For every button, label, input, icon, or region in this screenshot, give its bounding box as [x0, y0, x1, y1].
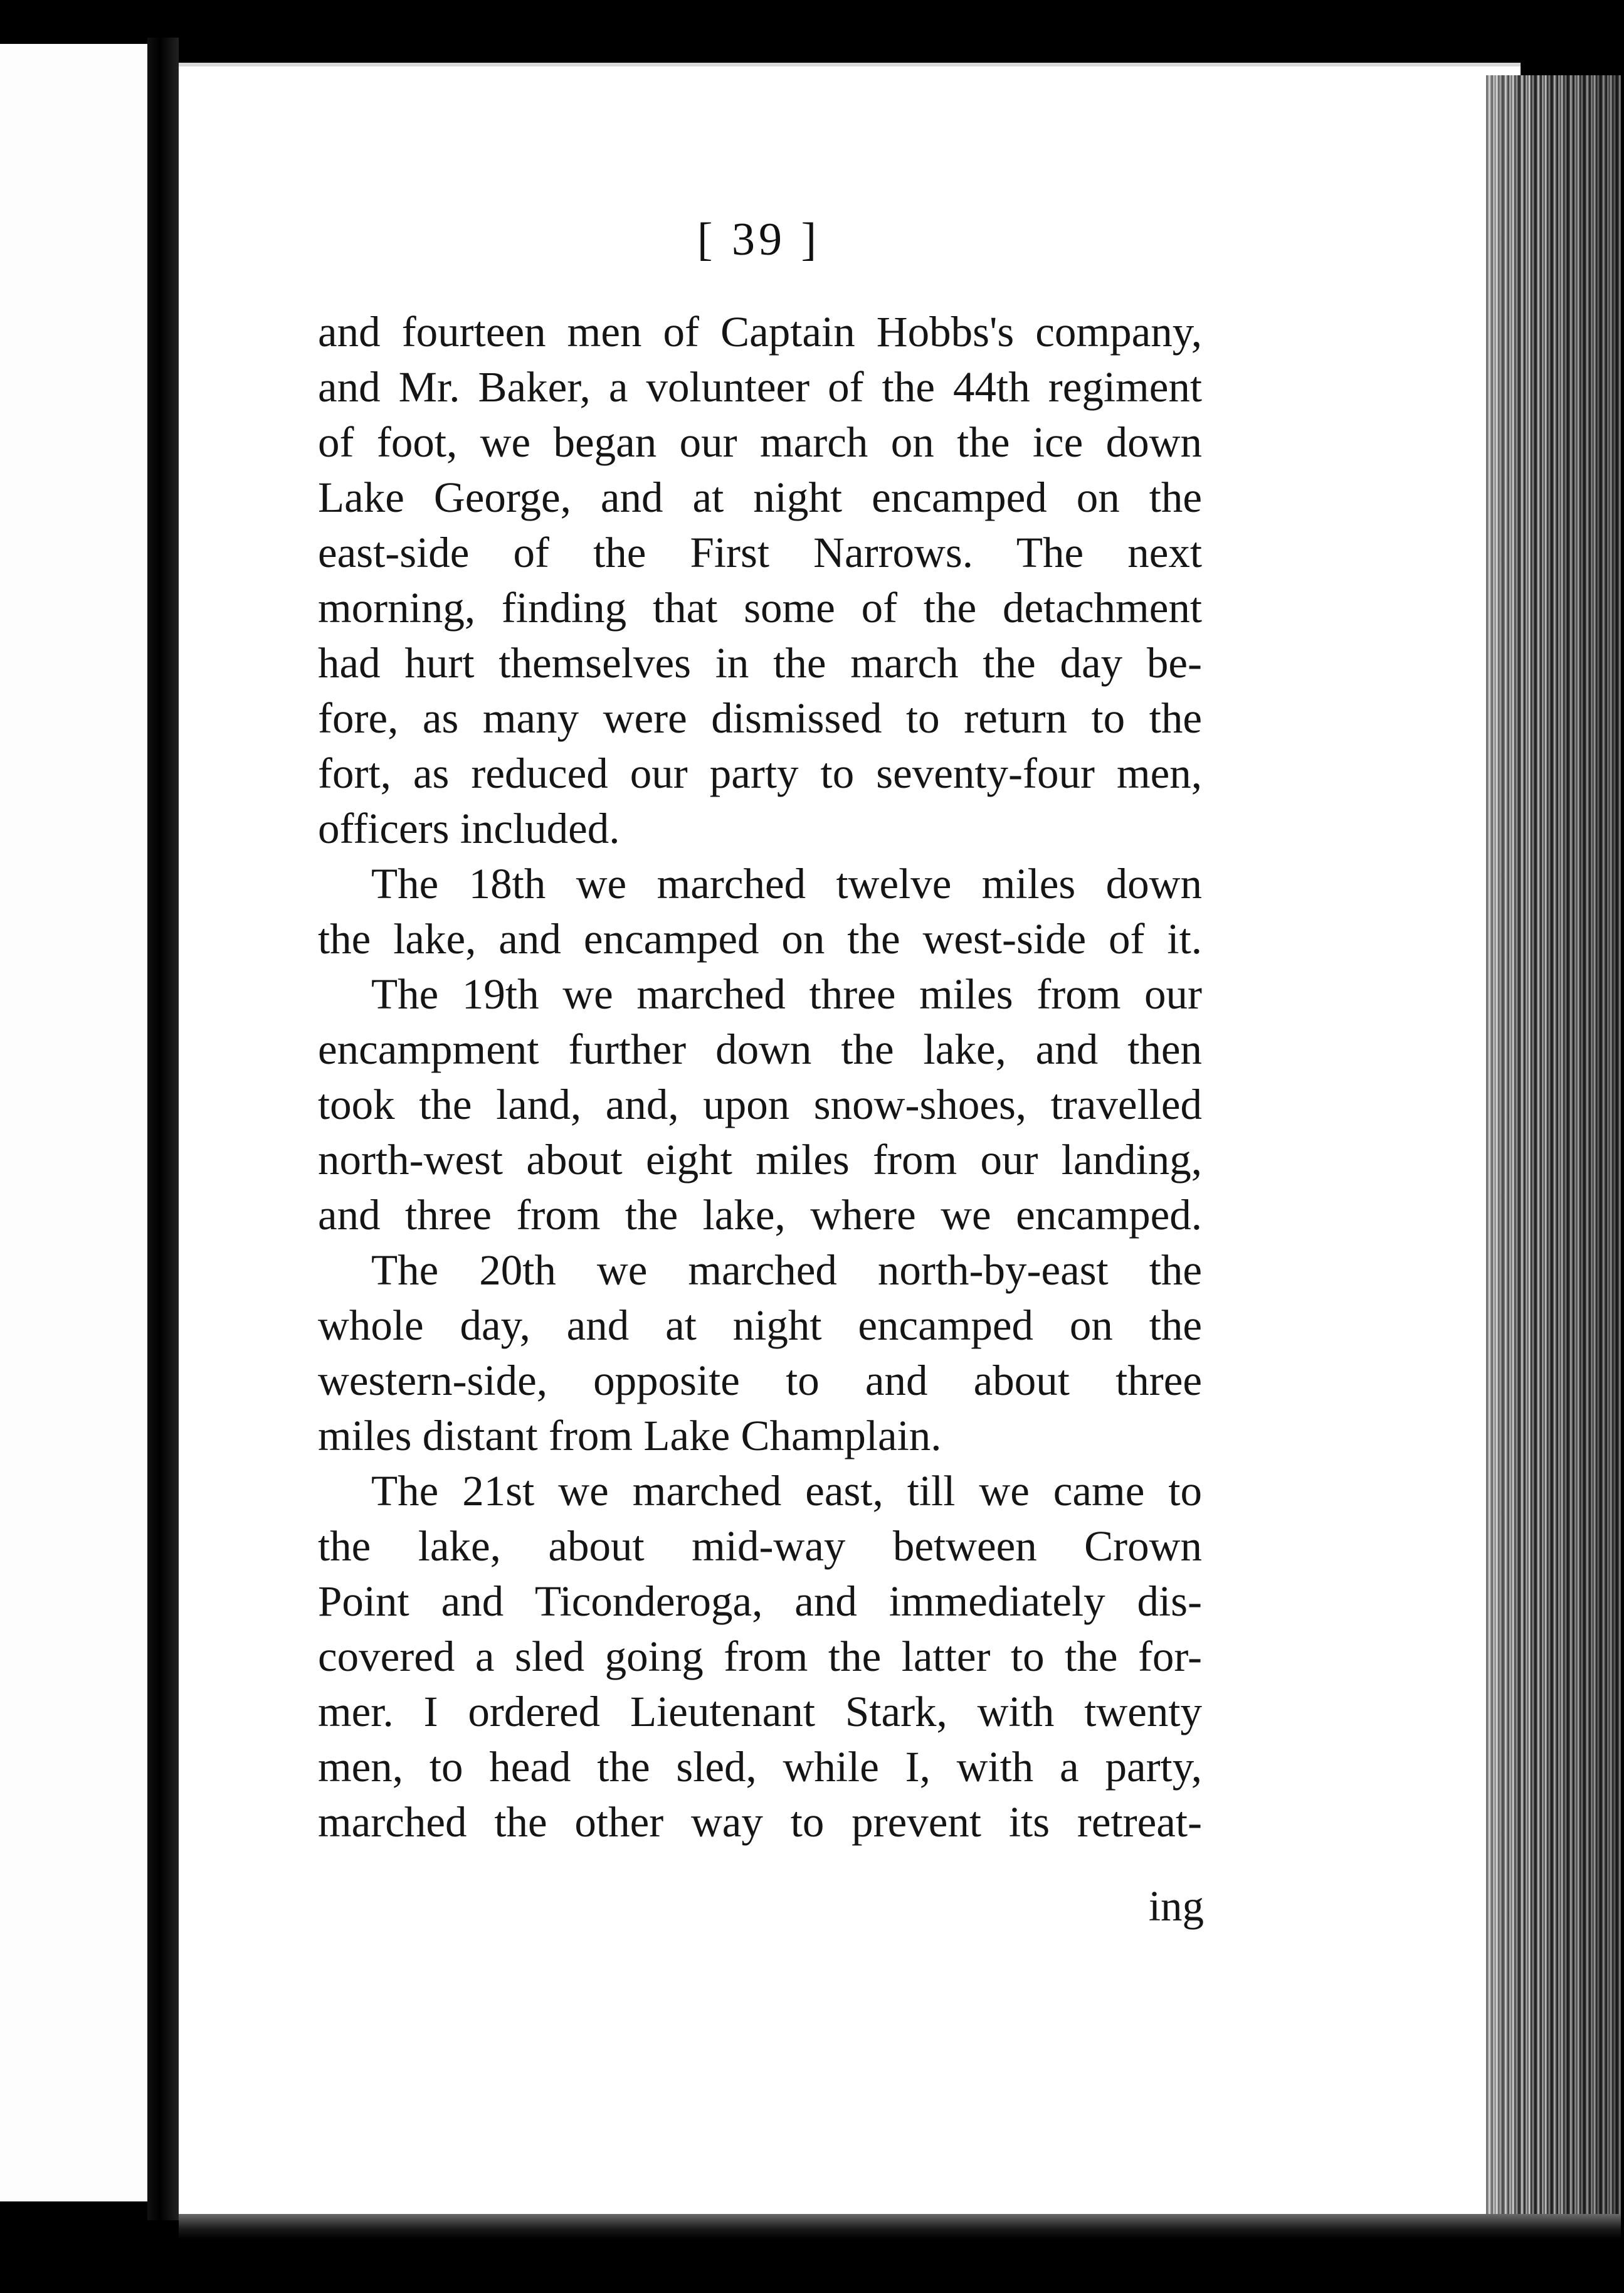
text-line: fort, as reduced our party to seventy-four men, [318, 749, 1202, 797]
text-line: took the land, and, upon snow-shoes, travelled [318, 1081, 1202, 1128]
text-line: and fourteen men of Captain Hobbs's company, [318, 308, 1202, 356]
body-text [318, 304, 1202, 1850]
fore-edge-shading [1486, 75, 1621, 2233]
text-line: mer. I ordered Lieutenant Stark, with twenty [318, 1688, 1202, 1735]
page-bottom-edge [179, 2214, 1621, 2239]
page-number-header: [ 39 ] [697, 214, 821, 265]
text-line: men, to head the sled, while I, with a party, [318, 1743, 1202, 1791]
text-line: east-side of the First Narrows. The next [318, 529, 1202, 576]
text-line: marched the other way to prevent its retreat- [318, 1798, 1202, 1846]
text-line: encampment further down the lake, and then [318, 1025, 1202, 1073]
text-line: officers included. [318, 805, 620, 852]
text-line: morning, finding that some of the detachment [318, 584, 1202, 632]
text-line: north-west about eight miles from our landing, [318, 1136, 1202, 1184]
paragraph-start-line: The 20th we marched north-by-east the [371, 1246, 1202, 1294]
text-line: of foot, we began our march on the ice down [318, 418, 1202, 466]
book-gutter [147, 38, 179, 2220]
facing-page-edge [0, 44, 147, 2201]
text-line: western-side, opposite to and about three [318, 1357, 1202, 1404]
text-line: Lake George, and at night encamped on the [318, 474, 1202, 521]
text-line: the lake, about mid-way between Crown [318, 1522, 1202, 1570]
text-line: whole day, and at night encamped on the [318, 1301, 1202, 1349]
text-line: Point and Ticonderoga, and immediately dis- [318, 1577, 1202, 1625]
text-line: and three from the lake, where we encamped. [318, 1191, 1202, 1239]
text-line: had hurt themselves in the march the day be- [318, 639, 1202, 687]
paragraph-start-line: The 19th we marched three miles from our [371, 970, 1202, 1018]
text-line: the lake, and encamped on the west-side of it. [318, 915, 1202, 963]
text-line: miles distant from Lake Champlain. [318, 1412, 942, 1459]
text-line: and Mr. Baker, a volunteer of the 44th regiment [318, 363, 1202, 411]
text-line: fore, as many were dismissed to return to the [318, 694, 1202, 742]
text-line: covered a sled going from the latter to the for- [318, 1633, 1202, 1680]
catchword: ing [1148, 1882, 1204, 1930]
paragraph-start-line: The 21st we marched east, till we came to [371, 1467, 1202, 1515]
paragraph-start-line: The 18th we marched twelve miles down [371, 860, 1202, 908]
